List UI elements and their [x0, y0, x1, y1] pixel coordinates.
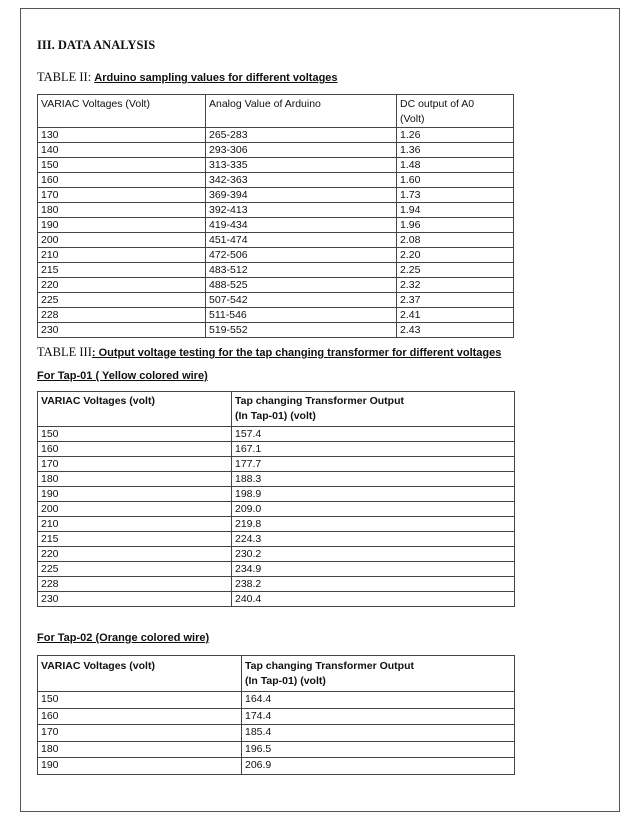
table-cell: 1.96 [397, 218, 514, 233]
table-cell: 265-283 [206, 128, 397, 143]
table-row [38, 323, 514, 338]
table-header-row [38, 656, 515, 692]
table-cell: 190 [38, 758, 242, 775]
table-row [38, 487, 515, 502]
table-cell: 170 [38, 457, 232, 472]
table-iii-caption [37, 345, 501, 360]
table-row [38, 158, 514, 173]
table-row [38, 173, 514, 188]
table-cell: 293-306 [206, 143, 397, 158]
table-row [38, 308, 514, 323]
table-cell: 488-525 [206, 278, 397, 293]
table-cell: 160 [38, 708, 242, 725]
table-cell: 230 [38, 592, 232, 607]
table-cell: 2.08 [397, 233, 514, 248]
table-cell: 164.4 [242, 692, 515, 709]
column-header-line: DC output of A0 [400, 98, 475, 110]
table-row [38, 143, 514, 158]
table-cell: 392-413 [206, 203, 397, 218]
table-row [38, 741, 515, 758]
table-cell: 180 [38, 203, 206, 218]
table-tap-01-body [38, 427, 515, 607]
table-cell: 1.26 [397, 128, 514, 143]
table-cell: 220 [38, 278, 206, 293]
table-cell: 206.9 [242, 758, 515, 775]
table-cell: 511-546 [206, 308, 397, 323]
table-cell: 224.3 [232, 532, 515, 547]
table-cell: 180 [38, 741, 242, 758]
table-cell: 2.43 [397, 323, 514, 338]
table-cell: 313-335 [206, 158, 397, 173]
table-cell: 140 [38, 143, 206, 158]
table-ii-body [38, 128, 514, 338]
table-cell: 180 [38, 472, 232, 487]
table-cell: 196.5 [242, 741, 515, 758]
table-cell: 1.48 [397, 158, 514, 173]
table-cell: 1.60 [397, 173, 514, 188]
table-cell: 150 [38, 158, 206, 173]
column-header [242, 656, 515, 692]
table-row [38, 547, 515, 562]
table-row [38, 293, 514, 308]
table-row [38, 758, 515, 775]
column-header-line: (In Tap-01) (volt) [235, 410, 316, 422]
table-row [38, 692, 515, 709]
table-cell: 451-474 [206, 233, 397, 248]
table-cell: 228 [38, 577, 232, 592]
table-cell: 369-394 [206, 188, 397, 203]
table-cell: 200 [38, 233, 206, 248]
column-header-line: Tap changing Transformer Output [245, 660, 414, 672]
table-cell: 160 [38, 173, 206, 188]
table-row [38, 233, 514, 248]
table-cell: 160 [38, 442, 232, 457]
table-cell: 472-506 [206, 248, 397, 263]
table-cell: 190 [38, 218, 206, 233]
tap-02-subheading: For Tap-02 (Orange colored wire) [37, 632, 210, 644]
table-cell: 230 [38, 323, 206, 338]
table-cell: 200 [38, 502, 232, 517]
table-cell: 2.37 [397, 293, 514, 308]
table-cell: 234.9 [232, 562, 515, 577]
table-cell: 240.4 [232, 592, 515, 607]
table-cell: 210 [38, 517, 232, 532]
table-header-row [38, 95, 514, 128]
table-row [38, 203, 514, 218]
table-cell: 1.94 [397, 203, 514, 218]
table-row [38, 188, 514, 203]
table-row [38, 442, 515, 457]
table-iii-caption-title: : Output voltage testing for the tap changing transformer for different voltages [91, 347, 502, 359]
table-cell: 228 [38, 308, 206, 323]
table-cell: 185.4 [242, 725, 515, 742]
table-cell: 2.41 [397, 308, 514, 323]
table-cell: 483-512 [206, 263, 397, 278]
table-ii-caption [37, 70, 338, 85]
table-cell: 150 [38, 692, 242, 709]
table-cell: 198.9 [232, 487, 515, 502]
table-cell: 167.1 [232, 442, 515, 457]
table-ii [37, 94, 514, 338]
table-cell: 1.73 [397, 188, 514, 203]
table-cell: 209.0 [232, 502, 515, 517]
column-header: VARIAC Voltages (Volt) [38, 95, 206, 128]
table-row [38, 577, 515, 592]
table-cell: 2.20 [397, 248, 514, 263]
table-cell: 170 [38, 188, 206, 203]
table-cell: 220 [38, 547, 232, 562]
table-cell: 225 [38, 562, 232, 577]
table-cell: 215 [38, 263, 206, 278]
table-row [38, 502, 515, 517]
table-row [38, 472, 515, 487]
table-cell: 157.4 [232, 427, 515, 442]
table-row [38, 278, 514, 293]
column-header: VARIAC Voltages (volt) [38, 392, 232, 427]
table-cell: 2.32 [397, 278, 514, 293]
table-cell: 2.25 [397, 263, 514, 278]
table-iii-caption-prefix: TABLE III [37, 345, 92, 359]
table-cell: 519-552 [206, 323, 397, 338]
table-row [38, 263, 514, 278]
table-tap-01 [37, 391, 515, 607]
table-row [38, 427, 515, 442]
table-row [38, 532, 515, 547]
tap-01-subheading: For Tap-01 ( Yellow colored wire) [37, 370, 208, 382]
table-cell: 190 [38, 487, 232, 502]
table-cell: 188.3 [232, 472, 515, 487]
table-row [38, 592, 515, 607]
table-row [38, 248, 514, 263]
table-cell: 238.2 [232, 577, 515, 592]
column-header [232, 392, 515, 427]
column-header: VARIAC Voltages (volt) [38, 656, 242, 692]
table-cell: 230.2 [232, 547, 515, 562]
table-cell: 225 [38, 293, 206, 308]
table-cell: 215 [38, 532, 232, 547]
column-header-line: (In Tap-01) (volt) [245, 675, 326, 687]
table-tap-02 [37, 655, 515, 775]
table-row [38, 128, 514, 143]
table-cell: 170 [38, 725, 242, 742]
table-cell: 507-542 [206, 293, 397, 308]
column-header: Analog Value of Arduino [206, 95, 397, 128]
table-row [38, 517, 515, 532]
table-cell: 130 [38, 128, 206, 143]
table-cell: 210 [38, 248, 206, 263]
table-cell: 174.4 [242, 708, 515, 725]
table-cell: 219.8 [232, 517, 515, 532]
table-cell: 1.36 [397, 143, 514, 158]
table-tap-02-body [38, 692, 515, 775]
table-cell: 150 [38, 427, 232, 442]
column-header-line: (Volt) [400, 113, 425, 125]
table-cell: 419-434 [206, 218, 397, 233]
table-ii-caption-title: Arduino sampling values for different voltages [94, 72, 338, 84]
column-header [397, 95, 514, 128]
table-row [38, 708, 515, 725]
table-cell: 177.7 [232, 457, 515, 472]
column-header-line: Tap changing Transformer Output [235, 395, 404, 407]
table-row [38, 562, 515, 577]
section-heading: III. DATA ANALYSIS [37, 38, 156, 52]
table-row [38, 725, 515, 742]
table-ii-caption-prefix: TABLE II: [37, 70, 92, 84]
table-header-row [38, 392, 515, 427]
table-cell: 342-363 [206, 173, 397, 188]
table-row [38, 457, 515, 472]
table-row [38, 218, 514, 233]
